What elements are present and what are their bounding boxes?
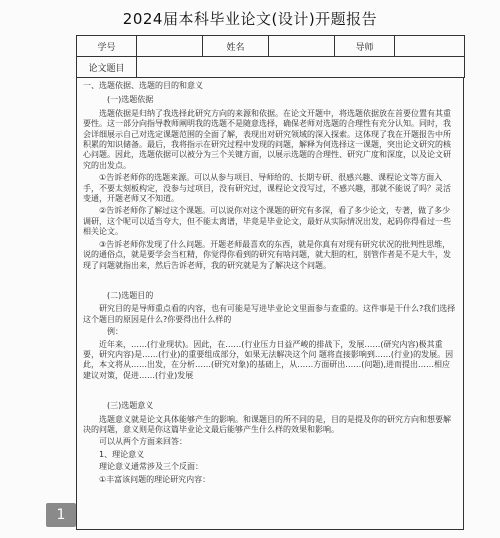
paragraph: 研究目的是导师重点看的内容，也有可能是写进毕业论文里面参与查重的。这件事是干什么?我们选择这个题目的原因是什么?你要得出什么样的 [83,304,456,324]
report-title: 2024届本科毕业论文(设计)开题报告 [122,10,378,28]
section-heading: 一、选题依据、选题的目的和意义 [83,81,203,90]
student-id-label: 学号 [77,36,137,57]
subsection-heading-purpose: (二)选题目的 [107,290,154,300]
paragraph: ②告诉老师你了解过这个课题。可以说你对这个课题的研究有多深，看了多少论文，专著，做了多少调研，这个呢可以适当夸大，但不能太离谱，毕竟是毕业论文，最好从实际情况出发，起码你得看过一些相关论文。 [83,206,451,237]
thesis-title-value [137,57,465,78]
name-value [269,36,335,57]
list-item: ①丰富该问题的理论研究内容： [99,474,211,484]
subsection-heading-basis: (一)选题依据 [107,95,154,105]
paragraph: 可以从两个方面来回答： [99,437,187,447]
paragraph: ①告诉老师你的选题来源。可以从参与项目、导师给的、长期专研、很感兴趣、课程论文等方面入手，不要太刻板构定，没参与过项目，没有研究过，课程论文没写过，不感兴趣，那就不能说了吗？灵活变通，开题老师又不知道。 [83,173,451,204]
report-body [76,77,464,530]
page-number-badge[interactable]: 1 [46,503,76,527]
subsection-heading-significance: (三)选题意义 [107,401,154,411]
example-paragraph: 近年来，……(行业现状)。因此，在……(行业压力日益严峻的排战下，发展……(研究内容)极其重要，研究内容)是……(行业)的重要组成部分，如果无法解决这个问 题将直接影响到……(行业)的发展。因此，本文将从……出发，在分析……(研究对象)的基础上，从……方面研出……(问题),进而提出……相应建议对策，促进……(行业)发展 [83,339,454,380]
paragraph: 理论意义通常涉及三个反面： [99,462,203,472]
paragraph: 选题意义就是论文具体能够产生的影响。和课题目的所不同的是，目的是提及你的研究方向和想要解决的问题，意义则是你这篇毕业论文最后能够产生什么样的效果和影响。 [83,414,451,434]
list-heading: 1、理论意义 [99,449,145,459]
thesis-title-label: 论文题目 [77,57,137,78]
advisor-value [395,36,465,57]
info-table [76,35,465,78]
paragraph: 选题依据是归纳了我选择此研究方向的来源和依据。在论文开题中，将选题依据放在首要位置有其重要性。这一部分向指导教师阐明我的选题不是随意选择，确保老师对选题的合理性有充分认知。同时，我会详细展示自己对选定课题范围的全面了解，表现出对研究领域的深入探索。这体现了我在开题报告中所积累的知识储备。最后，我将指示在研究过程中发现的问题，解释为何选择这一课题，突出论文研究的核心问题。因此，选题依据可以被分为三个关键方面，以展示选题的合理性、研究广度和深度，以及论文研究的出发点。 [83,108,451,170]
paragraph: ③告诉老师你发现了什么问题。开题老师最喜欢的东西，就是你真有对现有研究状况的批判性思维，说的通俗点，就是要学会当杠精，你觉得你看到的研究有啥问题，就大胆的杠，别管作者是不是大牛，发现了问题就指出来，然后告诉老师，我的研究就是为了解决这个问题。 [83,239,451,270]
advisor-label: 导师 [335,36,395,57]
student-id-value [137,36,203,57]
example-label: 例： [107,327,123,337]
name-label: 姓名 [203,36,269,57]
